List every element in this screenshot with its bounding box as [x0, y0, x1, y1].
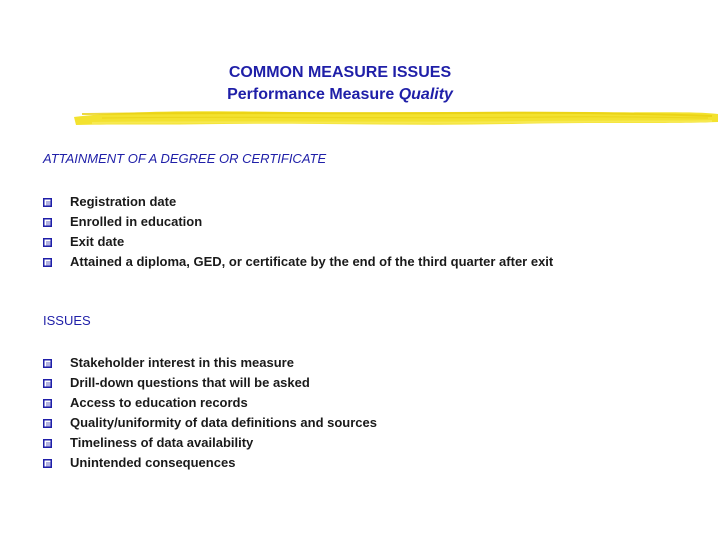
list-item	[43, 453, 377, 473]
list-item-text: Exit date	[70, 234, 125, 249]
hollow-square-bullet-icon	[43, 453, 70, 473]
list-item-text: Attained a diploma, GED, or certificate by the end of the third quarter after exit	[70, 254, 554, 269]
list-item-text: Timeliness of data availability	[70, 435, 254, 450]
hollow-square-bullet-icon	[43, 232, 70, 252]
attainment-list	[43, 192, 553, 272]
list-item-text: Quality/uniformity of data definitions and sources	[70, 415, 377, 430]
hollow-square-bullet-icon	[43, 373, 70, 393]
list-item-text: Access to education records	[70, 395, 248, 410]
section-heading-issues: ISSUES	[43, 313, 91, 328]
hollow-square-bullet-icon	[43, 252, 70, 272]
list-item	[43, 353, 377, 373]
list-item-text: Stakeholder interest in this measure	[70, 355, 294, 370]
section-heading-attainment: ATTAINMENT OF A DEGREE OR CERTIFICATE	[43, 151, 327, 166]
list-item	[43, 393, 377, 413]
list-item	[43, 212, 553, 232]
title-line-2-italic: Quality	[398, 86, 453, 103]
list-item	[43, 232, 553, 252]
list-item-text: Registration date	[70, 194, 177, 209]
slide-title	[0, 62, 680, 106]
hollow-square-bullet-icon	[43, 353, 70, 373]
list-item	[43, 433, 377, 453]
list-item	[43, 413, 377, 433]
list-item	[43, 192, 553, 212]
highlighter-stroke-icon	[72, 102, 720, 130]
list-item-text: Drill-down questions that will be asked	[70, 375, 310, 390]
list-item	[43, 252, 553, 272]
issues-list	[43, 353, 377, 473]
hollow-square-bullet-icon	[43, 393, 70, 413]
hollow-square-bullet-icon	[43, 192, 70, 212]
title-line-2-regular: Performance Measure	[227, 86, 395, 103]
hollow-square-bullet-icon	[43, 433, 70, 453]
title-line-1: COMMON MEASURE ISSUES	[228, 64, 452, 81]
list-item-text: Unintended consequences	[70, 455, 236, 470]
list-item	[43, 373, 377, 393]
hollow-square-bullet-icon	[43, 212, 70, 232]
hollow-square-bullet-icon	[43, 413, 70, 433]
list-item-text: Enrolled in education	[70, 214, 203, 229]
